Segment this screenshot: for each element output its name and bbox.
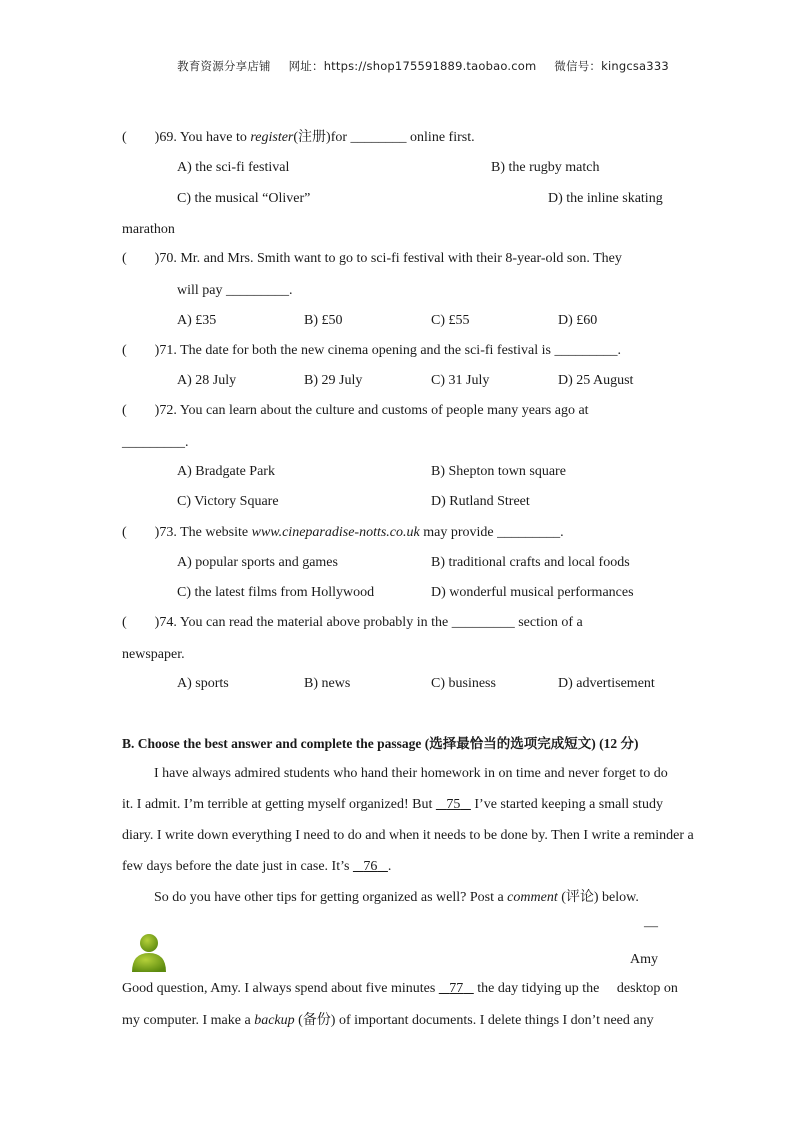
option-c: C) the musical “Oliver”: [177, 191, 311, 206]
question-72: ( )72. You can learn about the culture and customs of people many years ago at: [122, 403, 589, 418]
blank-77: 77: [449, 981, 464, 996]
option-b: B) news: [304, 676, 351, 691]
question-70: ( )70. Mr. and Mrs. Smith want to go to sci-fi festival with their 8-year-old son. They: [122, 251, 622, 266]
shop-name: 教育资源分享店铺: [177, 59, 271, 73]
passage-line: my computer. I make a backup (备份) of important documents. I delete things I don’t need any: [122, 1013, 654, 1028]
section-b-title: B. Choose the best answer and complete the passage (选择最恰当的选项完成短文) (12 分): [122, 736, 639, 751]
option-d: D) £60: [558, 313, 598, 328]
option-c: C) £55: [431, 313, 470, 328]
blank-75: 75: [446, 797, 461, 812]
option-a: A) 28 July: [177, 373, 237, 388]
signature-dash: —: [644, 919, 658, 934]
blank-76: 76: [363, 859, 378, 874]
option-b: B) traditional crafts and local foods: [431, 555, 630, 570]
option-a: A) £35: [177, 313, 217, 328]
question-number: ( )71.: [122, 343, 177, 358]
option-c: C) the latest films from Hollywood: [177, 585, 375, 600]
option-d: D) advertisement: [558, 676, 655, 691]
page-header: [0, 58, 800, 74]
question-number: ( )72.: [122, 403, 177, 418]
signature-name: Amy: [630, 952, 658, 967]
question-69: ( )69. You have to register(注册)for ________ online first.: [122, 130, 475, 145]
option-d: D) Rutland Street: [431, 494, 530, 509]
question-71: ( )71. The date for both the new cinema opening and the sci-fi festival is _________.: [122, 343, 621, 358]
question-74-cont: newspaper.: [122, 647, 185, 662]
passage-line: So do you have other tips for getting organized as well? Post a comment (评论) below.: [154, 890, 639, 905]
question-number: ( )69.: [122, 130, 177, 145]
question-70-cont: will pay _________.: [177, 283, 293, 298]
passage-line: it. I admit. I’m terrible at getting myself organized! But 75 I’ve started keeping a small study: [122, 797, 663, 812]
option-d: D) the inline skating: [548, 191, 663, 206]
question-73: ( )73. The website www.cineparadise-notts.co.uk may provide _________.: [122, 525, 564, 540]
option-c: C) 31 July: [431, 373, 490, 388]
user-avatar-icon: [130, 932, 168, 972]
option-b: B) Shepton town square: [431, 464, 566, 479]
option-d: D) wonderful musical performances: [431, 585, 634, 600]
option-a: A) popular sports and games: [177, 555, 338, 570]
option-c: C) business: [431, 676, 496, 691]
question-number: ( )74.: [122, 615, 177, 630]
option-a: A) the sci-fi festival: [177, 160, 290, 175]
shop-url: 网址：https://shop175591889.taobao.com: [288, 59, 537, 73]
question-number: ( )73.: [122, 525, 177, 540]
passage-line: I have always admired students who hand their homework in on time and never forget to do: [154, 766, 668, 781]
option-d: D) 25 August: [558, 373, 634, 388]
wechat-id: 微信号：kingcsa333: [554, 59, 669, 73]
option-b: B) £50: [304, 313, 343, 328]
passage-line: diary. I write down everything I need to do and when it needs to be done by. Then I write a reminder a: [122, 828, 694, 843]
option-d-overflow: marathon: [122, 222, 175, 237]
passage-line: Good question, Amy. I always spend about five minutes 77 the day tidying up the desktop on: [122, 981, 678, 996]
option-a: A) sports: [177, 676, 229, 691]
option-a: A) Bradgate Park: [177, 464, 275, 479]
option-c: C) Victory Square: [177, 494, 279, 509]
option-b: B) 29 July: [304, 373, 363, 388]
question-74: ( )74. You can read the material above probably in the _________ section of a: [122, 615, 583, 630]
question-72-cont: _________.: [122, 435, 189, 450]
question-number: ( )70.: [122, 251, 177, 266]
passage-line: few days before the date just in case. It’s 76 .: [122, 859, 392, 874]
option-b: B) the rugby match: [491, 160, 600, 175]
